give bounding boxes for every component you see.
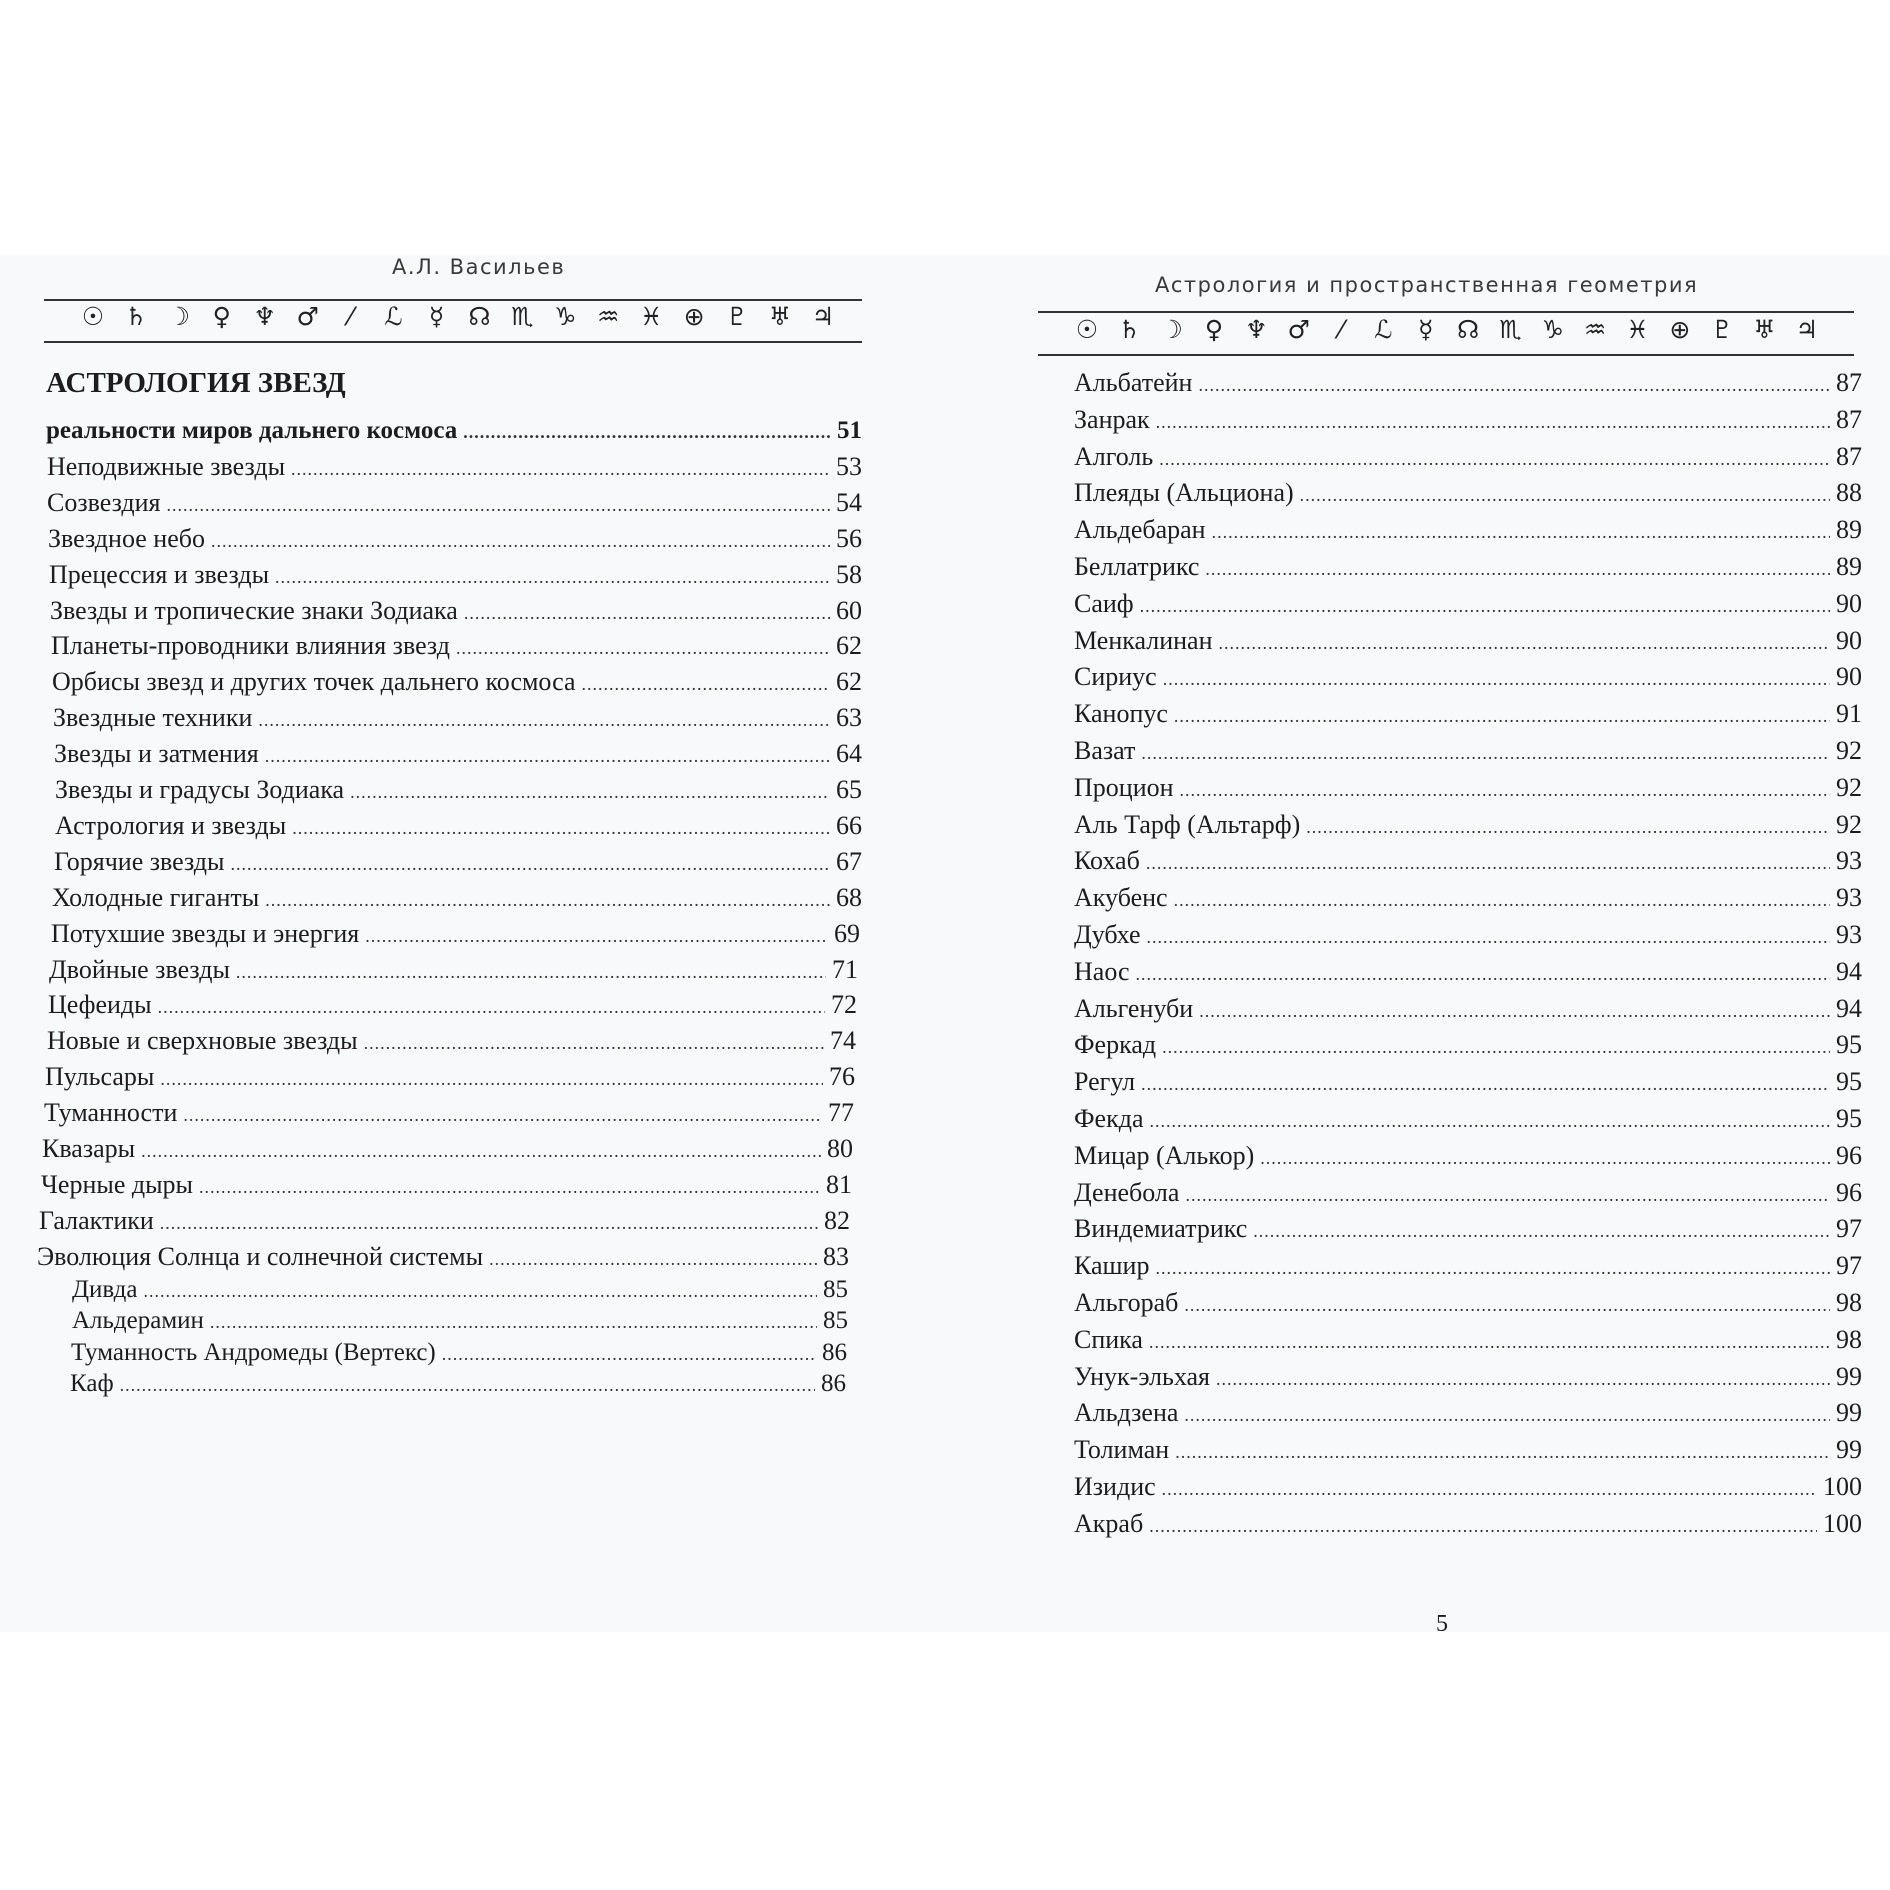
- toc-entry: [54, 738, 862, 772]
- dot-leader: [1162, 1473, 1817, 1505]
- saturn-icon: ♄: [1118, 315, 1141, 344]
- toc-entry: [1074, 661, 1862, 695]
- dot-leader: [258, 704, 830, 736]
- toc-entry: [1074, 551, 1862, 585]
- toc-entry-title: Звезды и затмения: [54, 739, 259, 769]
- toc-entry-page: 85: [823, 1275, 848, 1303]
- toc-entry: [1074, 809, 1862, 843]
- toc-entry: [1074, 735, 1862, 769]
- jupiter-icon: ♃: [1795, 315, 1819, 344]
- toc-entry: [71, 1337, 847, 1370]
- toc-entry-title: Альбатейн: [1074, 368, 1193, 397]
- dot-leader: [265, 740, 830, 772]
- toc-entry-page: 87: [1836, 368, 1862, 397]
- lilith-icon: ℒ: [1374, 315, 1393, 344]
- toc-entry-page: 99: [1836, 1398, 1862, 1428]
- dot-leader: [1184, 1289, 1830, 1321]
- dot-leader: [1156, 406, 1830, 438]
- toc-entry-page: 90: [1836, 588, 1862, 618]
- toc-entry: [1074, 698, 1862, 732]
- toc-entry-title: Альгораб: [1074, 1288, 1179, 1317]
- toc-entry: [47, 487, 862, 521]
- toc-entry-title: Каф: [70, 1370, 114, 1398]
- moon-icon: ☽: [167, 302, 191, 331]
- toc-entry: [55, 774, 862, 808]
- toc-entry: [1074, 1250, 1862, 1284]
- toc-entry-title: Беллатрикс: [1074, 552, 1200, 581]
- toc-entry-title: Дубхе: [1074, 920, 1141, 949]
- dot-leader: [1146, 847, 1830, 879]
- dot-leader: [1141, 737, 1830, 769]
- toc-entry-page: 92: [1836, 772, 1862, 802]
- dot-leader: [350, 776, 830, 808]
- toc-entry-title: Черные дыры: [41, 1169, 194, 1199]
- node-icon: ☊: [1456, 315, 1480, 344]
- toc-entry: [72, 1305, 848, 1338]
- toc-entry: [39, 1205, 850, 1239]
- dot-leader: [167, 489, 831, 521]
- toc-entry: [49, 954, 858, 988]
- toc-entry-title: Цефеиды: [48, 990, 152, 1020]
- toc-entry-title: Планеты-проводники влияния звезд: [51, 631, 450, 661]
- dot-leader: [210, 1306, 817, 1338]
- toc-entry-page: 99: [1836, 1361, 1862, 1391]
- dot-leader: [160, 1063, 823, 1095]
- toc-entry-page: 81: [826, 1169, 852, 1199]
- toc-entry-page: 97: [1836, 1214, 1862, 1244]
- toc-entry-page: 86: [821, 1370, 846, 1398]
- toc-entry-title: Сириус: [1074, 662, 1157, 692]
- dot-leader: [463, 416, 831, 448]
- toc-entry-title: Регул: [1074, 1067, 1136, 1097]
- toc-entry: [49, 559, 862, 593]
- toc-entry: [1074, 1029, 1862, 1063]
- dot-leader: [1180, 774, 1830, 806]
- toc-entry-page: 94: [1836, 956, 1862, 986]
- toc-entry: [1074, 477, 1862, 511]
- toc-entry: [1074, 625, 1862, 659]
- toc-entry-page: 90: [1836, 662, 1862, 692]
- book-spread: [0, 255, 1890, 1632]
- toc-entry: [1074, 956, 1862, 990]
- toc-entry-page: 86: [822, 1338, 847, 1366]
- dot-leader: [456, 632, 830, 664]
- toc-entry: [1074, 367, 1862, 401]
- toc-entry-title: Спика: [1074, 1324, 1143, 1354]
- page-number: 5: [1436, 1611, 1448, 1632]
- toc-entry-title: Неподвижные звезды: [47, 451, 286, 481]
- capricorn-icon: ♑: [1541, 315, 1564, 344]
- dot-leader: [141, 1135, 821, 1167]
- sagittarius-icon: ⁄: [1338, 315, 1344, 344]
- toc-entry: [1074, 1397, 1862, 1431]
- toc-entry: [42, 1133, 853, 1167]
- toc-entry-title: Аль Тарф (Альтарф): [1074, 809, 1301, 839]
- dot-leader: [160, 1207, 818, 1239]
- dot-leader: [265, 884, 830, 916]
- dot-leader: [275, 561, 830, 593]
- toc-entry-page: 62: [836, 631, 862, 661]
- toc-entry: [1074, 1434, 1862, 1468]
- dot-leader: [464, 597, 830, 629]
- left-page: [0, 255, 900, 1632]
- toc-entry-page: 87: [1836, 441, 1862, 471]
- toc-entry: [47, 451, 862, 485]
- toc-entry-title: Мицар (Алькор): [1074, 1140, 1255, 1170]
- toc-entry-title: Занрак: [1074, 404, 1150, 434]
- toc-entry: [55, 810, 862, 844]
- uranus-icon: ♅: [1753, 315, 1776, 344]
- dot-leader: [1184, 1399, 1830, 1431]
- toc-entry-title: Альдзена: [1074, 1398, 1179, 1428]
- earth-icon: ⊕: [1669, 315, 1691, 344]
- toc-entry-page: 93: [1836, 883, 1862, 913]
- dot-leader: [1219, 627, 1831, 659]
- toc-entry-title: Дивда: [72, 1275, 138, 1303]
- toc-entry-title: Процион: [1074, 772, 1174, 802]
- toc-entry: [70, 1368, 846, 1401]
- toc-entry-page: 71: [832, 954, 858, 984]
- toc-entry-title: Акраб: [1074, 1508, 1144, 1538]
- dot-leader: [442, 1338, 816, 1370]
- toc-entry: [1074, 1324, 1862, 1358]
- dot-leader: [211, 525, 830, 557]
- dot-leader: [236, 956, 826, 988]
- toc-entry-page: 54: [836, 487, 862, 517]
- neptune-icon: ♆: [253, 302, 276, 331]
- header-rule-top: [1038, 311, 1854, 313]
- venus-icon: ♀: [1204, 315, 1224, 344]
- toc-entry-title: Горячие звезды: [54, 846, 225, 876]
- toc-entry-page: 89: [1836, 515, 1862, 545]
- toc-entry-page: 62: [836, 667, 862, 697]
- dot-leader: [1136, 958, 1830, 990]
- toc-entry-page: 74: [830, 1026, 856, 1056]
- dot-leader: [364, 1027, 824, 1059]
- dot-leader: [1212, 516, 1830, 548]
- pluto-icon: ♇: [1710, 315, 1734, 344]
- toc-entry-page: 93: [1836, 846, 1862, 876]
- toc-entry: [1074, 882, 1862, 916]
- toc-entry: [52, 666, 862, 700]
- section-title: АСТРОЛОГИЯ ЗВЕЗД: [46, 367, 346, 399]
- dot-leader: [1163, 663, 1830, 695]
- dot-leader: [581, 668, 830, 700]
- dot-leader: [1155, 1252, 1830, 1284]
- toc-entry: [1074, 1213, 1862, 1247]
- sun-icon: ☉: [1075, 315, 1099, 344]
- dot-leader: [1260, 1142, 1830, 1174]
- toc-entry-title: Менкалинан: [1074, 625, 1213, 655]
- dot-leader: [489, 1243, 817, 1275]
- toc-entry-page: 92: [1836, 809, 1862, 839]
- toc-entry-page: 58: [836, 559, 862, 589]
- toc-entry-page: 100: [1823, 1472, 1862, 1501]
- toc-entry-title: Вазат: [1074, 736, 1136, 765]
- toc-entry-title: Звездное небо: [48, 523, 205, 553]
- toc-entry-title: Астрология и звезды: [55, 810, 287, 840]
- toc-entry-title: Изидис: [1074, 1472, 1156, 1501]
- toc-entry-page: 97: [1836, 1251, 1862, 1281]
- toc-entry-title: Созвездия: [47, 487, 161, 517]
- dot-leader: [1162, 1031, 1830, 1063]
- toc-entry-page: 87: [1836, 404, 1862, 434]
- toc-entry-title: Альдебаран: [1074, 515, 1206, 545]
- toc-entry: [1074, 993, 1862, 1027]
- toc-entry: [52, 882, 862, 916]
- dot-leader: [1198, 369, 1830, 401]
- dot-leader: [1149, 1105, 1830, 1137]
- toc-entry-page: 93: [1836, 920, 1862, 949]
- toc-entry-title: Альгенуби: [1074, 993, 1194, 1023]
- toc-entry-page: 96: [1836, 1177, 1862, 1207]
- toc-entry-title: Фекда: [1074, 1104, 1144, 1133]
- earth-icon: ⊕: [683, 302, 705, 331]
- toc-entry: [1074, 1508, 1862, 1542]
- mars-icon: ♂: [1287, 315, 1310, 344]
- astrological-symbol-band: [78, 302, 838, 331]
- toc-entry-page: 67: [836, 846, 862, 876]
- dot-leader: [1199, 995, 1830, 1027]
- dot-leader: [1175, 1436, 1830, 1468]
- scorpio-icon: ♏: [1499, 315, 1522, 344]
- sagittarius-icon: ⁄: [348, 302, 353, 331]
- pisces-icon: ♓: [1626, 315, 1649, 344]
- toc-entry: [1074, 845, 1862, 879]
- dot-leader: [292, 812, 830, 844]
- toc-entry-title: Туманности: [44, 1098, 178, 1128]
- toc-entry-title: Потухшие звезды и энергия: [51, 918, 360, 948]
- toc-entry-title: Денебола: [1074, 1177, 1180, 1207]
- astrological-symbol-band: [1072, 315, 1822, 344]
- toc-entry-title: Наос: [1074, 956, 1130, 986]
- toc-entry-page: 56: [836, 523, 862, 553]
- toc-entry-page: 69: [834, 918, 860, 948]
- toc-entry: [51, 630, 862, 664]
- toc-entry-page: 76: [829, 1062, 855, 1092]
- toc-entry-title: Холодные гиганты: [52, 882, 260, 912]
- toc-entry: [1074, 441, 1862, 475]
- toc-entry-title: Звездные техники: [53, 703, 253, 733]
- jupiter-icon: ♃: [811, 302, 835, 331]
- toc-entry-title: Квазары: [42, 1134, 136, 1163]
- toc-entry-title: Саиф: [1074, 588, 1134, 618]
- uranus-icon: ♅: [768, 302, 792, 331]
- toc-entry: [1074, 919, 1862, 953]
- pisces-icon: ♓: [639, 302, 663, 331]
- toc-entry: [37, 1241, 849, 1275]
- toc-entry-page: 89: [1836, 552, 1862, 581]
- toc-entry: [47, 1025, 856, 1059]
- toc-entry-title: Пульсары: [45, 1062, 155, 1092]
- dot-leader: [1149, 1326, 1830, 1358]
- sun-icon: ☉: [81, 302, 105, 331]
- mars-icon: ♂: [296, 302, 319, 331]
- toc-entry: [1074, 1287, 1862, 1321]
- capricorn-icon: ♑: [554, 302, 577, 331]
- dot-leader: [1306, 811, 1830, 843]
- dot-leader: [1174, 884, 1830, 916]
- dot-leader: [1174, 700, 1830, 732]
- dot-leader: [143, 1275, 817, 1307]
- dot-leader: [1141, 1068, 1830, 1100]
- toc-entry: [1074, 1177, 1862, 1211]
- dot-leader: [199, 1171, 820, 1203]
- toc-entry: [1074, 404, 1862, 438]
- toc-entry-page: 63: [836, 703, 862, 733]
- toc-entry-page: 77: [828, 1098, 854, 1128]
- node-icon: ☊: [468, 302, 491, 331]
- toc-entry-title: Унук-эльхая: [1074, 1361, 1211, 1391]
- toc-entry-page: 95: [1836, 1067, 1862, 1097]
- pluto-icon: ♇: [725, 302, 749, 331]
- dot-leader: [1300, 479, 1830, 511]
- toc-entry: [53, 702, 862, 736]
- toc-entry: [46, 415, 862, 448]
- dot-leader: [1159, 443, 1830, 475]
- toc-entry-page: 80: [827, 1134, 853, 1163]
- running-head-author: А.Л. Васильев: [392, 255, 566, 279]
- toc-entry: [41, 1169, 852, 1203]
- dot-leader: [1147, 921, 1830, 953]
- toc-entry: [1074, 588, 1862, 622]
- toc-entry: [1074, 1140, 1862, 1174]
- toc-entry-page: 51: [837, 417, 862, 444]
- toc-entry-title: Двойные звезды: [49, 954, 230, 984]
- toc-entry-title: Феркад: [1074, 1030, 1157, 1060]
- toc-entry-page: 94: [1836, 993, 1862, 1023]
- venus-icon: ♀: [212, 302, 231, 331]
- toc-entry-page: 90: [1836, 625, 1862, 655]
- header-rule-bottom: [1038, 354, 1854, 356]
- toc-entry-page: 95: [1836, 1030, 1862, 1060]
- toc-entry: [1074, 1471, 1862, 1505]
- header-rule-bottom: [44, 341, 862, 343]
- mercury-icon: ☿: [1418, 315, 1434, 344]
- dot-leader: [120, 1369, 815, 1401]
- lilith-icon: ℒ: [384, 302, 403, 331]
- toc-entry: [1074, 1103, 1862, 1137]
- toc-entry-title: Виндемиатрикс: [1074, 1214, 1248, 1244]
- header-rule-top: [44, 299, 862, 301]
- toc-entry-page: 95: [1836, 1104, 1862, 1133]
- toc-entry-page: 65: [836, 775, 862, 804]
- toc-entry: [48, 523, 862, 557]
- toc-entry-page: 100: [1823, 1508, 1862, 1538]
- aquarius-icon: ♒: [1583, 315, 1607, 344]
- toc-entry-title: Альдерамин: [72, 1307, 204, 1335]
- toc-entry-title: Звезды и градусы Зодиака: [55, 775, 345, 804]
- moon-icon: ☽: [1160, 315, 1183, 344]
- right-page: [1010, 255, 1890, 1632]
- toc-entry: [1074, 772, 1862, 806]
- toc-entry-page: 68: [836, 882, 862, 912]
- toc-entry: [45, 1061, 855, 1095]
- toc-entry-page: 72: [831, 990, 857, 1020]
- dot-leader: [1253, 1215, 1830, 1247]
- toc-entry-title: Звезды и тропические знаки Зодиака: [50, 595, 458, 625]
- toc-entry: [1074, 1066, 1862, 1100]
- dot-leader: [183, 1099, 822, 1131]
- dot-leader: [1185, 1179, 1830, 1211]
- toc-entry-title: Орбисы звезд и других точек дальнего космоса: [52, 667, 576, 697]
- toc-entry-page: 91: [1836, 699, 1862, 729]
- toc-entry-page: 53: [836, 451, 862, 481]
- toc-entry: [1074, 1361, 1862, 1395]
- dot-leader: [291, 453, 830, 485]
- toc-entry-title: Канопус: [1074, 699, 1168, 729]
- toc-entry-title: реальности миров дальнего космоса: [46, 417, 458, 444]
- toc-entry: [1074, 514, 1862, 548]
- toc-entry-page: 85: [823, 1307, 848, 1335]
- toc-entry: [72, 1274, 848, 1307]
- toc-entry-page: 96: [1836, 1140, 1862, 1170]
- dot-leader: [231, 848, 831, 880]
- toc-entry-page: 98: [1836, 1288, 1862, 1317]
- toc-entry-title: Толиман: [1074, 1435, 1170, 1465]
- toc-entry-page: 83: [823, 1241, 849, 1271]
- toc-entry-title: Кохаб: [1074, 846, 1140, 876]
- saturn-icon: ♄: [124, 302, 148, 331]
- toc-entry-page: 66: [836, 810, 862, 840]
- toc-entry: [44, 1097, 854, 1131]
- toc-entry-page: 92: [1836, 736, 1862, 765]
- dot-leader: [1149, 1510, 1817, 1542]
- toc-entry-page: 98: [1836, 1324, 1862, 1354]
- toc-entry-page: 60: [836, 595, 862, 625]
- toc-entry: [50, 595, 862, 629]
- toc-entry: [54, 846, 862, 880]
- toc-entry-page: 99: [1836, 1435, 1862, 1465]
- scorpio-icon: ♏: [511, 302, 534, 331]
- toc-entry-title: Акубенс: [1074, 883, 1168, 913]
- aquarius-icon: ♒: [597, 302, 620, 331]
- neptune-icon: ♆: [1245, 315, 1268, 344]
- toc-entry-title: Новые и сверхновые звезды: [47, 1026, 358, 1056]
- toc-entry-title: Прецессия и звезды: [49, 559, 270, 589]
- toc-entry: [51, 918, 860, 952]
- toc-entry-page: 88: [1836, 478, 1862, 508]
- dot-leader: [1205, 553, 1830, 585]
- toc-entry-page: 64: [836, 739, 862, 769]
- dot-leader: [1140, 590, 1830, 622]
- toc-entry: [48, 989, 857, 1023]
- running-head-book-title: Астрология и пространственная геометрия: [1155, 273, 1699, 297]
- toc-entry-title: Алголь: [1074, 441, 1154, 471]
- dot-leader: [158, 991, 825, 1023]
- mercury-icon: ☿: [428, 302, 445, 331]
- dot-leader: [365, 920, 828, 952]
- toc-entry-title: Кашир: [1074, 1251, 1150, 1281]
- toc-entry-title: Эволюция Солнца и солнечной системы: [37, 1241, 484, 1271]
- toc-entry-title: Галактики: [39, 1205, 154, 1235]
- toc-entry-title: Туманность Андромеды (Вертекс): [71, 1338, 436, 1366]
- toc-entry-page: 82: [824, 1205, 850, 1235]
- dot-leader: [1216, 1363, 1830, 1395]
- toc-entry-title: Плеяды (Альциона): [1074, 478, 1294, 508]
